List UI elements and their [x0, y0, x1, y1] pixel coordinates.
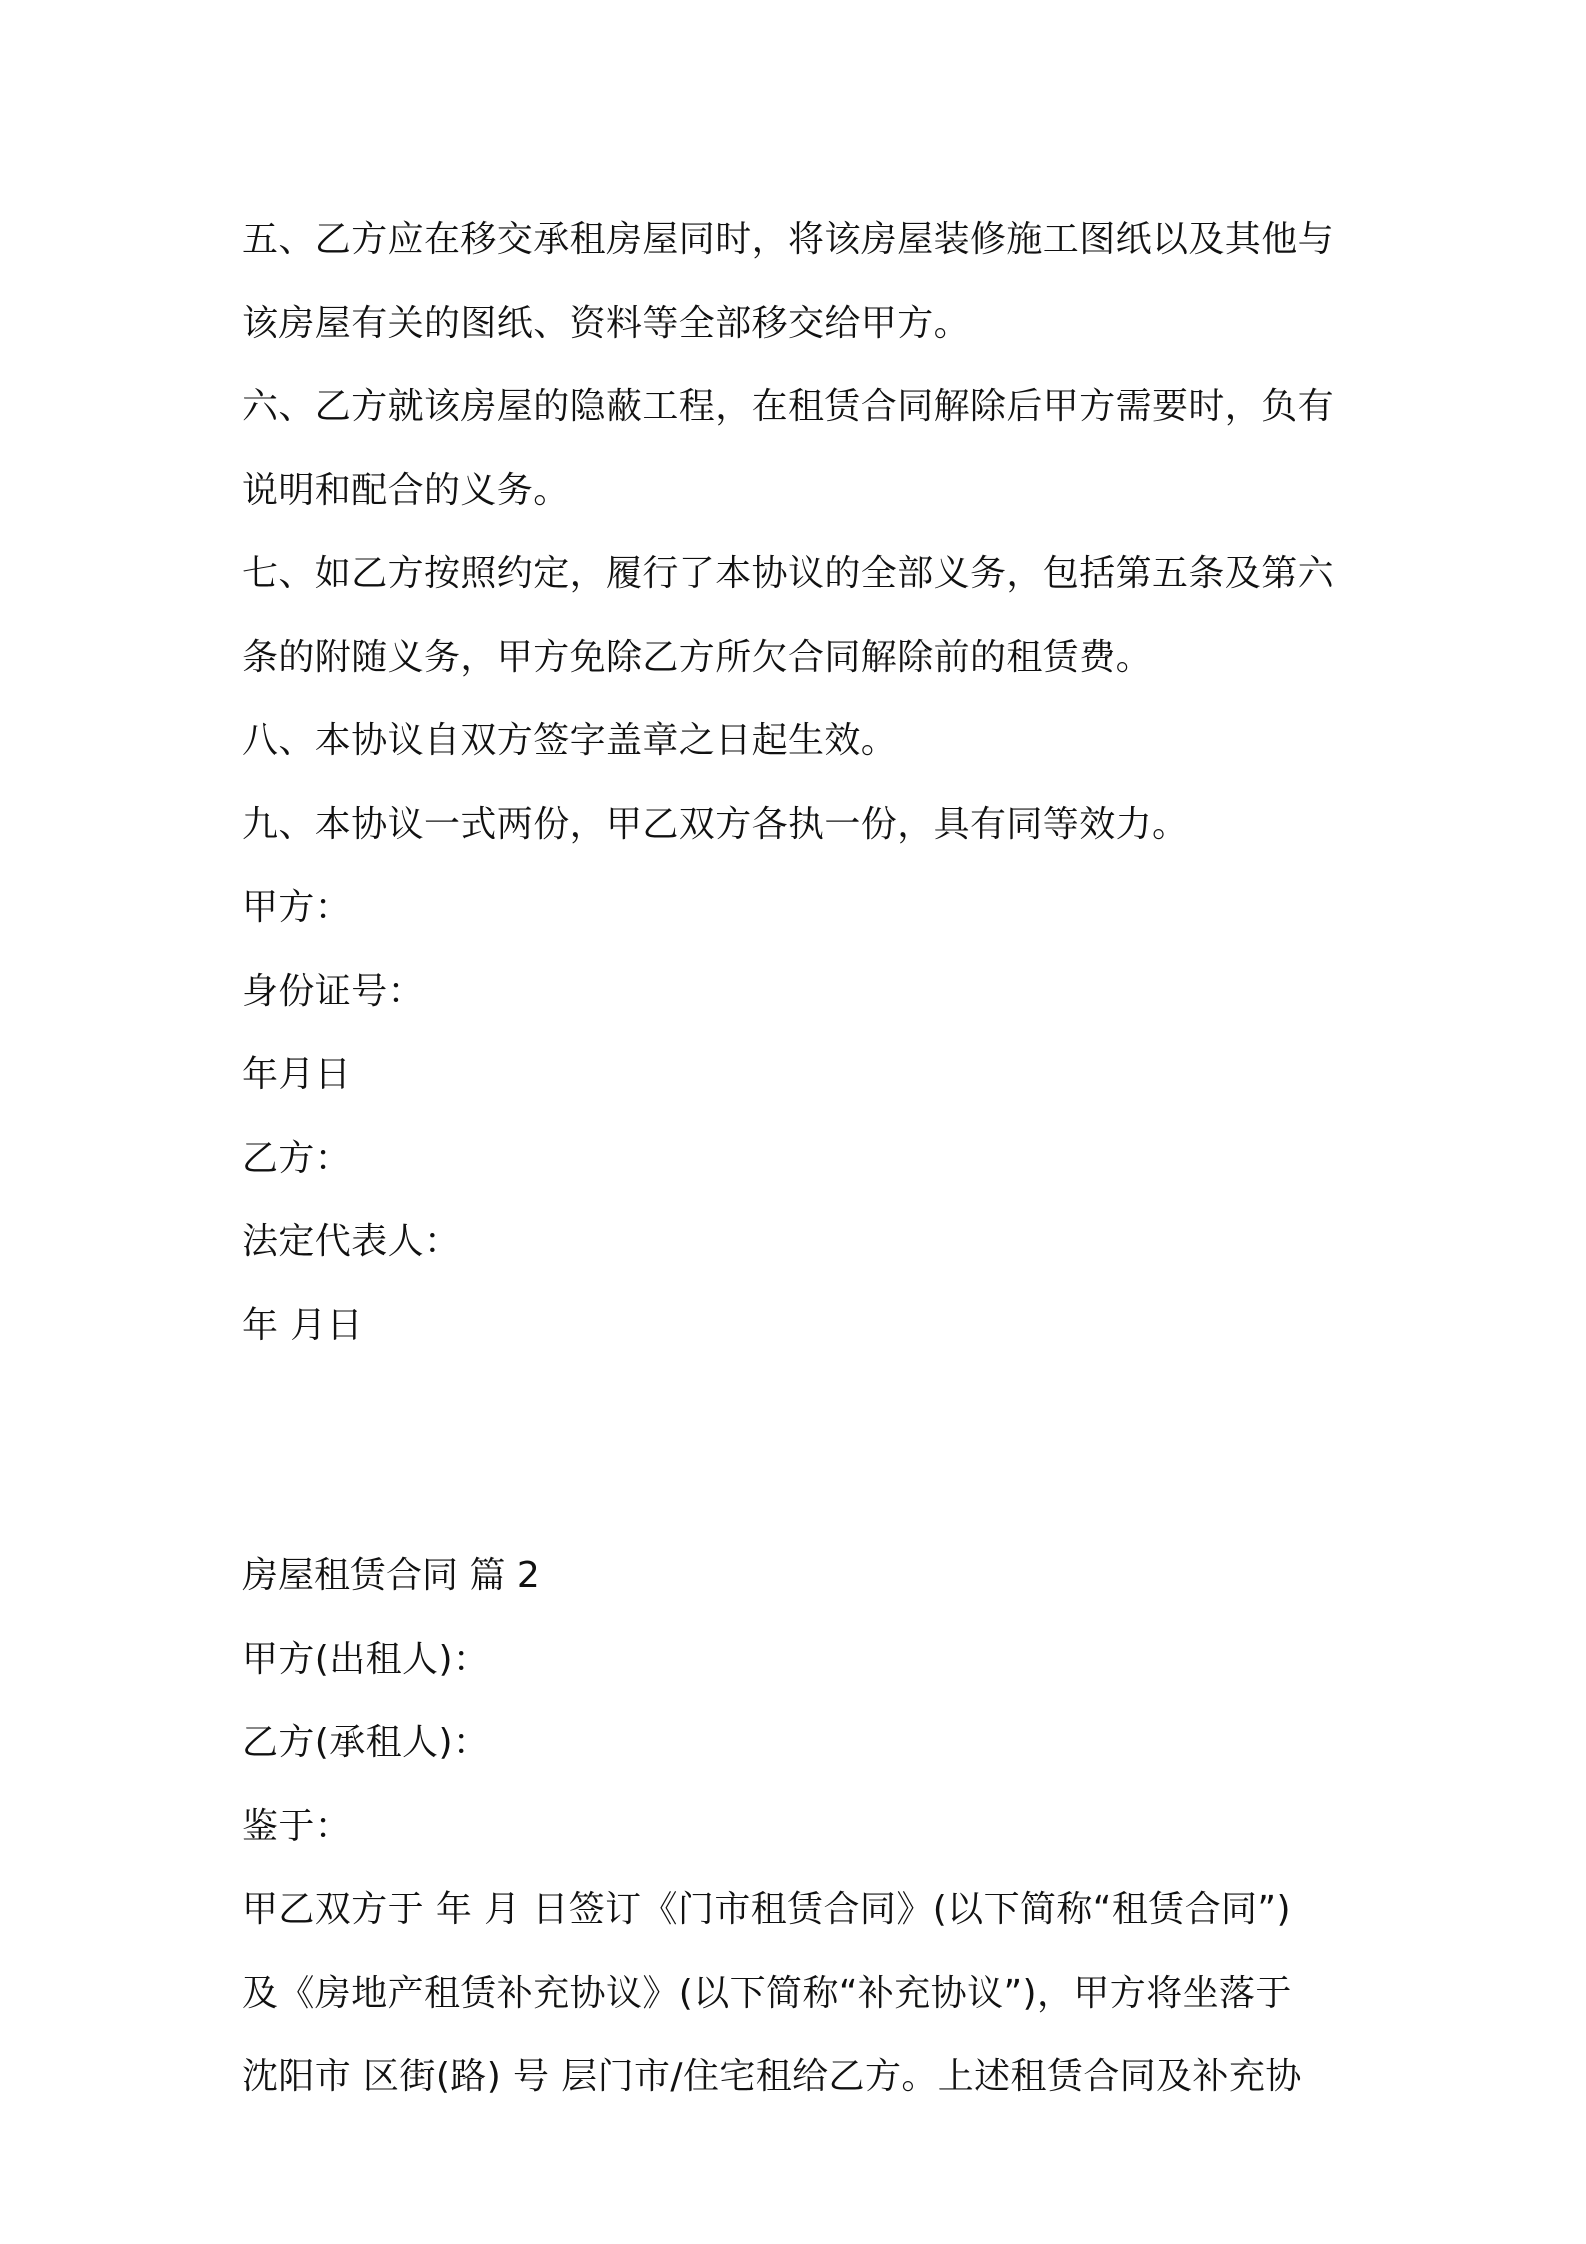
clause-5-line-2: 该房屋有关的图纸、资料等全部移交给甲方。	[242, 302, 971, 344]
clause-7-line-1: 七、如乙方按照约定，履行了本协议的全部义务，包括第五条及第六	[242, 553, 1335, 594]
clause-5-line-1: 五、乙方应在移交承租房屋同时，将该房屋装修施工图纸以及其他与	[242, 219, 1335, 260]
party-b-label: 乙方：	[242, 1137, 352, 1179]
party-a-date: 年月日	[242, 1054, 352, 1095]
whereas-label: 鉴于：	[242, 1805, 352, 1847]
party-b-date: 年 月日	[242, 1304, 364, 1346]
recital-line-2: 及《房地产租赁补充协议》(以下简称“补充协议”)，甲方将坐落于	[242, 1972, 1292, 2014]
clause-7-line-2: 条的附随义务，甲方免除乙方所欠合同解除前的租赁费。	[242, 636, 1153, 678]
clause-6-line-2: 说明和配合的义务。	[242, 469, 570, 511]
clause-8: 八、本协议自双方签字盖章之日起生效。	[242, 720, 898, 761]
legal-representative-label: 法定代表人：	[242, 1221, 461, 1262]
lessee-label: 乙方(承租人)：	[242, 1722, 490, 1763]
id-number-label: 身份证号：	[242, 970, 425, 1012]
party-a-label: 甲方：	[242, 887, 352, 928]
clause-9: 九、本协议一式两份，甲乙双方各执一份，具有同等效力。	[242, 803, 1189, 845]
section-2-title: 房屋租赁合同 篇 2	[242, 1555, 540, 1596]
section-spacer	[242, 1367, 1352, 1534]
recital-line-1: 甲乙双方于 年 月 日签订《门市租赁合同》(以下简称“租赁合同”)	[242, 1889, 1291, 1930]
document-body	[242, 198, 1352, 2119]
clause-6-line-1: 六、乙方就该房屋的隐蔽工程，在租赁合同解除后甲方需要时，负有	[242, 386, 1335, 427]
recital-line-3: 沈阳市 区街(路) 号 层门市/住宅租给乙方。上述租赁合同及补充协	[242, 2056, 1302, 2097]
lessor-label: 甲方(出租人)：	[242, 1638, 490, 1680]
